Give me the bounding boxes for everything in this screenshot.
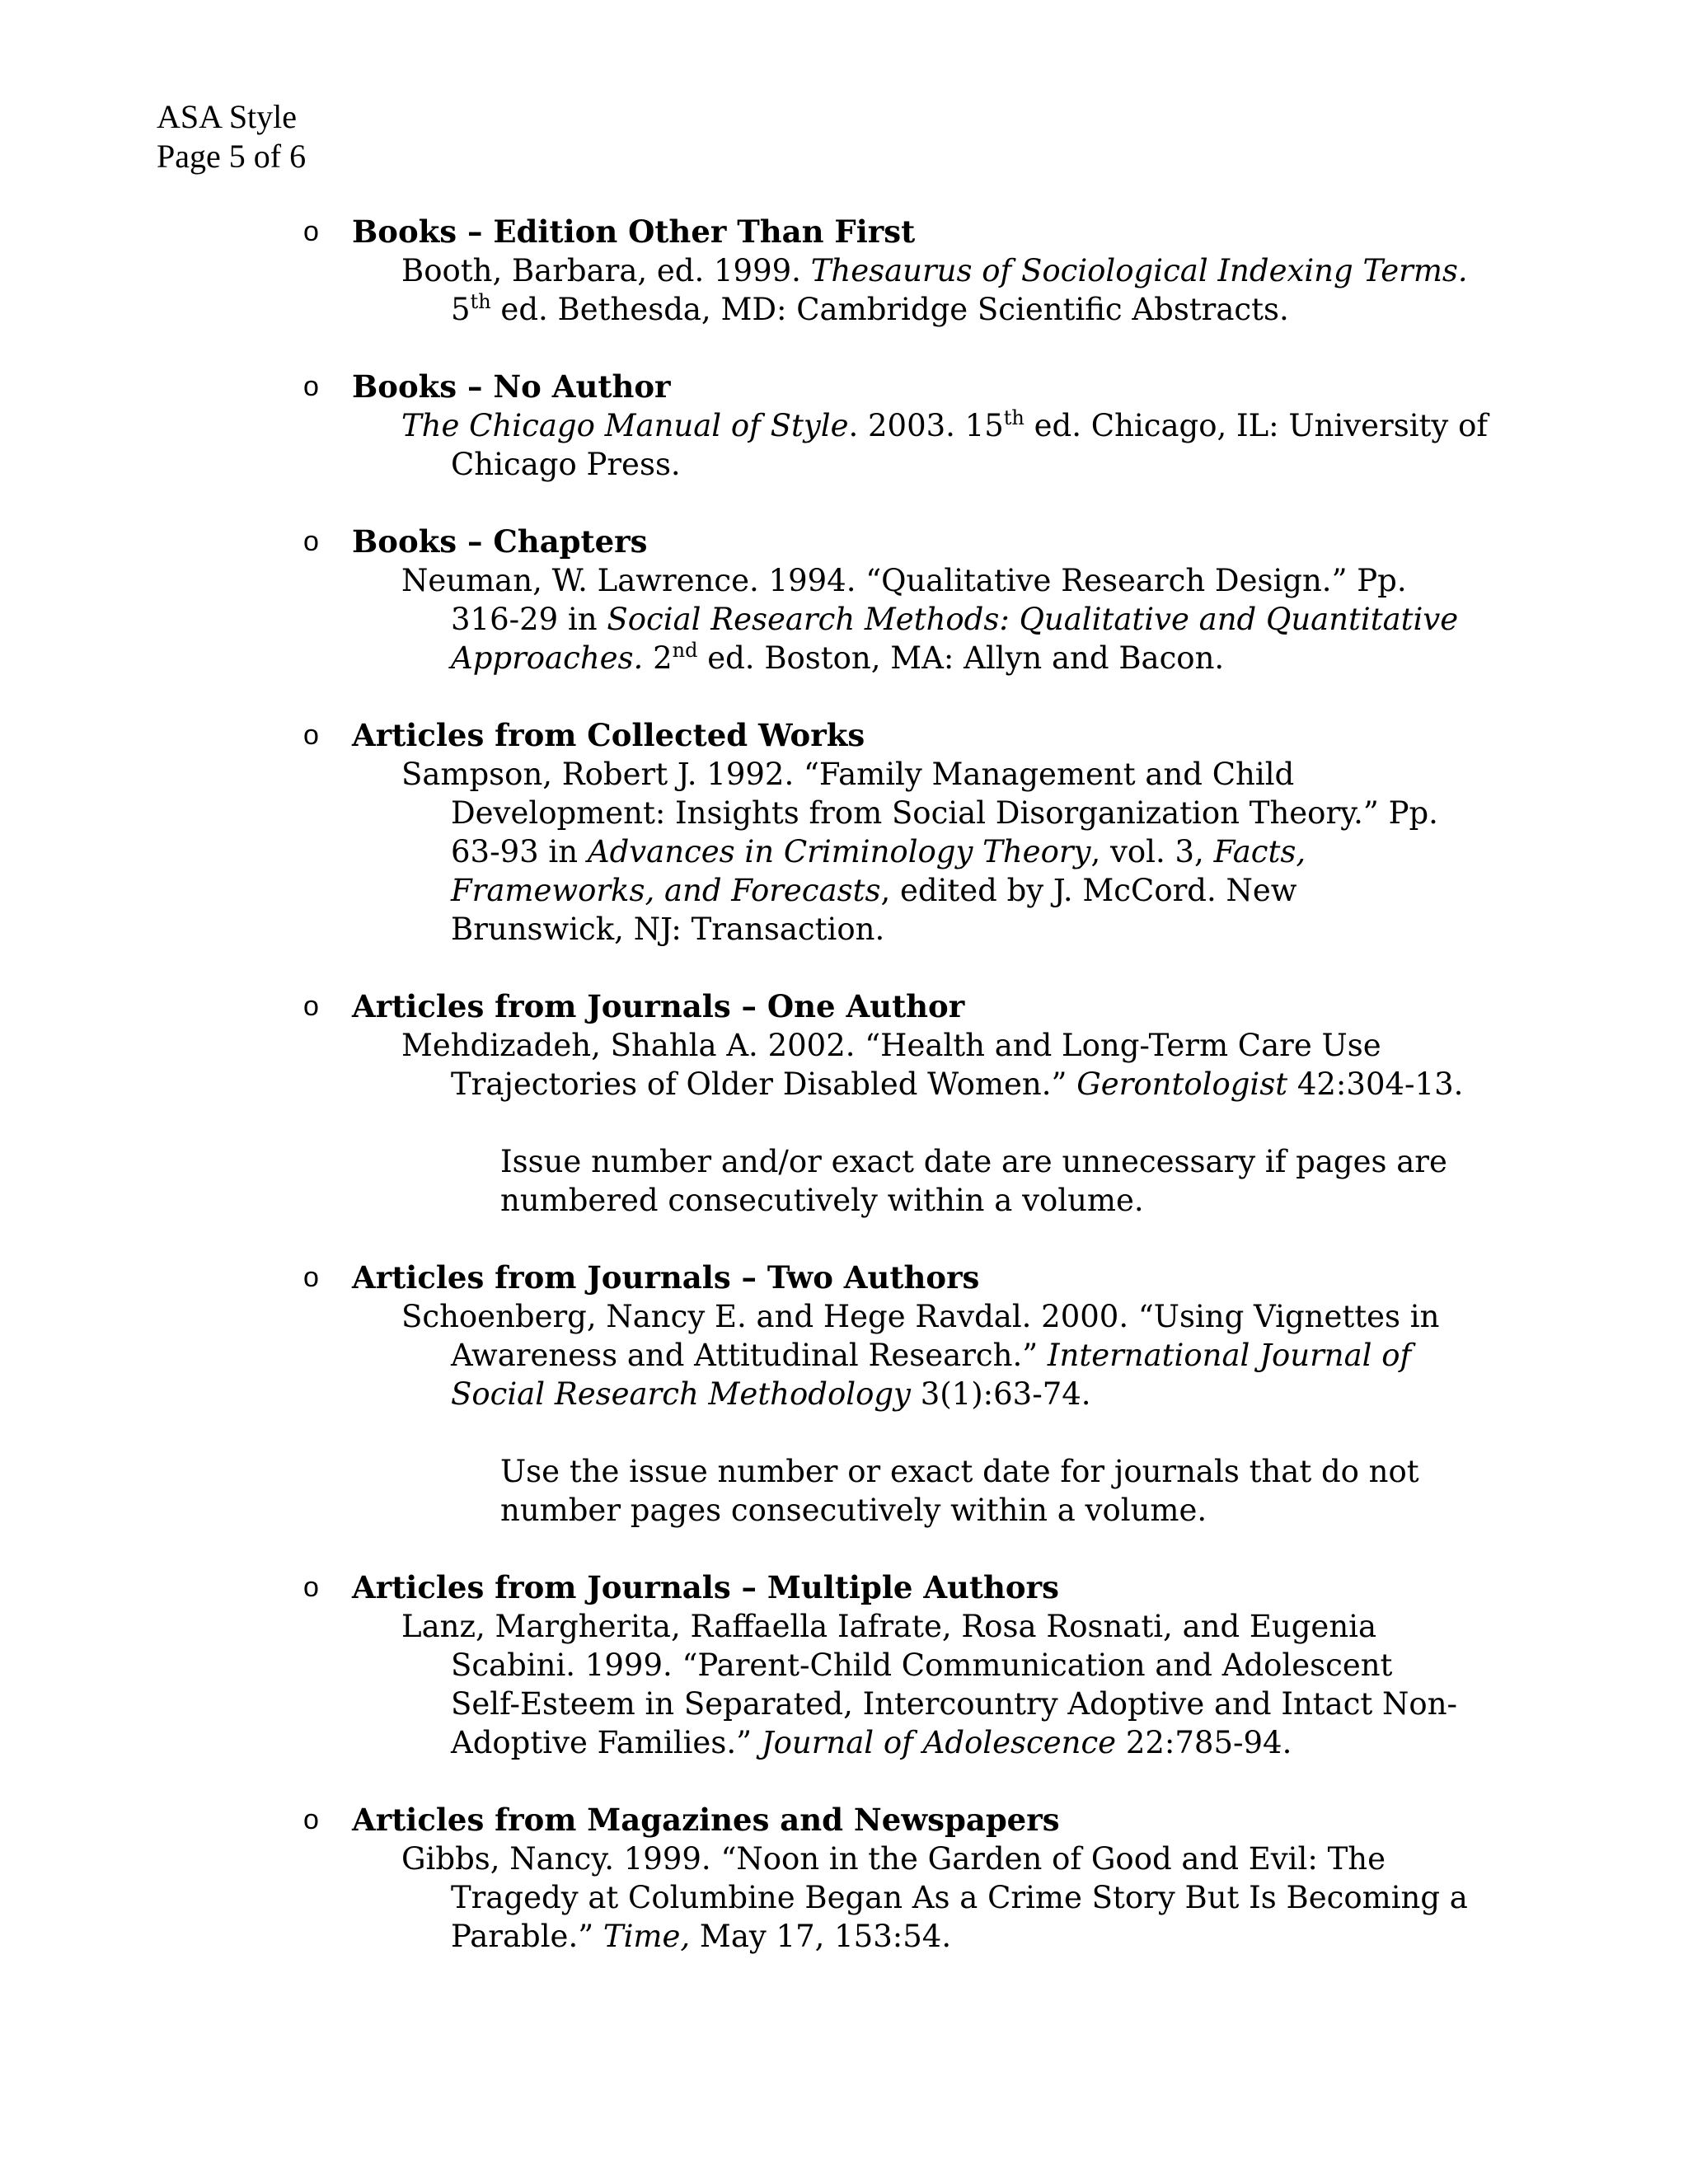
section-heading-text: Books – No Author [352,368,671,405]
bullet-icon: o [303,371,319,402]
italic-title: Time, [603,1919,691,1954]
citation-line: Adoptive Families.” Journal of Adolescence 22:785-94. [451,1725,1292,1760]
citation-entry [401,1607,1550,1762]
citation-line: Social Research Methodology 3(1):63-74. [451,1376,1091,1412]
reference-section [157,1568,1550,1762]
page-number: Page 5 of 6 [157,138,307,175]
reference-section [157,716,1550,949]
citation-line: Trajectories of Older Disabled Women.” Gerontologist 42:304-13. [451,1066,1464,1102]
bullet-icon: o [303,216,319,247]
section-heading [157,523,1550,561]
citation-line: 316-29 in Social Research Methods: Qualitative and Quantitative [451,602,1459,637]
section-heading [157,368,1550,406]
note-line: number pages consecutively within a volume. [500,1493,1207,1528]
ordinal-suffix: nd [672,639,698,662]
citation-line: Tragedy at Columbine Began As a Crime Story But Is Becoming a [451,1880,1468,1915]
citation-line: Approaches. 2nd ed. Boston, MA: Allyn and Bacon. [451,639,1225,676]
citation-line: 63-93 in Advances in Criminology Theory, vol. 3, Facts, [451,834,1306,869]
citation-line: Parable.” Time, May 17, 153:54. [451,1919,952,1954]
section-heading [157,716,1550,755]
section-heading-text: Articles from Magazines and Newspapers [352,1802,1060,1838]
italic-title: Thesaurus of Sociological Indexing Terms. [810,253,1468,288]
section-heading [157,1801,1550,1840]
note-line: Issue number and/or exact date are unnecessary if pages are [500,1144,1447,1179]
note-line: Use the issue number or exact date for journals that do not [500,1454,1419,1489]
ordinal-suffix: th [1003,406,1025,429]
explanatory-note [500,1452,1550,1530]
section-heading-text: Books – Edition Other Than First [352,213,916,250]
citation-entry [401,251,1550,329]
bullet-icon: o [303,719,319,751]
citation-line: Gibbs, Nancy. 1999. “Noon in the Garden of Good and Evil: The [401,1841,1386,1877]
reference-section [157,1801,1550,1956]
document-title: ASA Style [157,98,298,135]
reference-section [157,1258,1550,1530]
bullet-icon: o [303,991,319,1022]
citation-line: Booth, Barbara, ed. 1999. Thesaurus of Sociological Indexing Terms. [401,253,1468,288]
italic-title: Facts, [1213,834,1306,869]
citation-entry [401,1026,1550,1104]
section-heading [157,1258,1550,1297]
italic-title: Frameworks, and Forecasts [451,873,881,908]
citation-entry [401,561,1550,677]
citation-line: Mehdizadeh, Shahla A. 2002. “Health and Long-Term Care Use [401,1028,1381,1063]
citation-line: Scabini. 1999. “Parent-Child Communication and Adolescent [451,1647,1393,1683]
italic-title: Advances in Criminology Theory [587,834,1091,869]
citation-line: Brunswick, NJ: Transaction. [451,912,885,947]
citation-entry [401,755,1550,949]
bullet-icon: o [303,526,319,557]
citation-line: 5th ed. Bethesda, MD: Cambridge Scientific Abstracts. [451,290,1289,327]
explanatory-note [500,1142,1550,1220]
citation-line: Development: Insights from Social Disorganization Theory.” Pp. [451,795,1438,831]
ordinal-suffix: th [470,290,491,313]
citation-line: Neuman, W. Lawrence. 1994. “Qualitative Research Design.” Pp. [401,563,1407,598]
reference-list [157,213,1550,1994]
citation-entry [401,1297,1550,1413]
reference-section [157,523,1550,677]
italic-title: The Chicago Manual of Style [401,408,849,443]
section-heading-text: Articles from Journals – Two Authors [352,1259,980,1296]
bullet-icon: o [303,1804,319,1835]
italic-title: Social Research Methods: Qualitative and Quantitative [607,602,1459,637]
citation-line: Awareness and Attitudinal Research.” International Journal of [451,1338,1412,1373]
citation-line: The Chicago Manual of Style. 2003. 15th ed. Chicago, IL: University of [401,406,1489,443]
citation-line: Frameworks, and Forecasts, edited by J. McCord. New [451,873,1297,908]
italic-title: Gerontologist [1076,1066,1288,1102]
italic-title: Journal of Adolescence [761,1725,1117,1760]
citation-line: Lanz, Margherita, Raffaella Iafrate, Rosa Rosnati, and Eugenia [401,1609,1377,1644]
citation-line: Self-Esteem in Separated, Intercountry Adoptive and Intact Non- [451,1686,1458,1722]
reference-section [157,213,1550,329]
italic-title: Approaches. [451,640,644,676]
citation-line: Sampson, Robert J. 1992. “Family Management and Child [401,757,1295,792]
section-heading-text: Articles from Journals – One Author [352,988,965,1024]
section-heading-text: Articles from Journals – Multiple Authors [352,1569,1059,1605]
bullet-icon: o [303,1572,319,1603]
section-heading [157,1568,1550,1607]
reference-section [157,368,1550,484]
citation-entry [401,406,1550,484]
italic-title: International Journal of [1047,1338,1412,1373]
section-heading [157,987,1550,1026]
reference-section [157,987,1550,1220]
page-header [157,97,306,176]
section-heading-text: Books – Chapters [352,523,648,560]
citation-line: Schoenberg, Nancy E. and Hege Ravdal. 2000. “Using Vignettes in [401,1299,1440,1334]
citation-line: Chicago Press. [451,447,681,482]
note-line: numbered consecutively within a volume. [500,1183,1144,1218]
bullet-icon: o [303,1262,319,1293]
italic-title: Social Research Methodology [451,1376,911,1412]
section-heading [157,213,1550,251]
citation-entry [401,1840,1550,1956]
section-heading-text: Articles from Collected Works [352,717,865,753]
